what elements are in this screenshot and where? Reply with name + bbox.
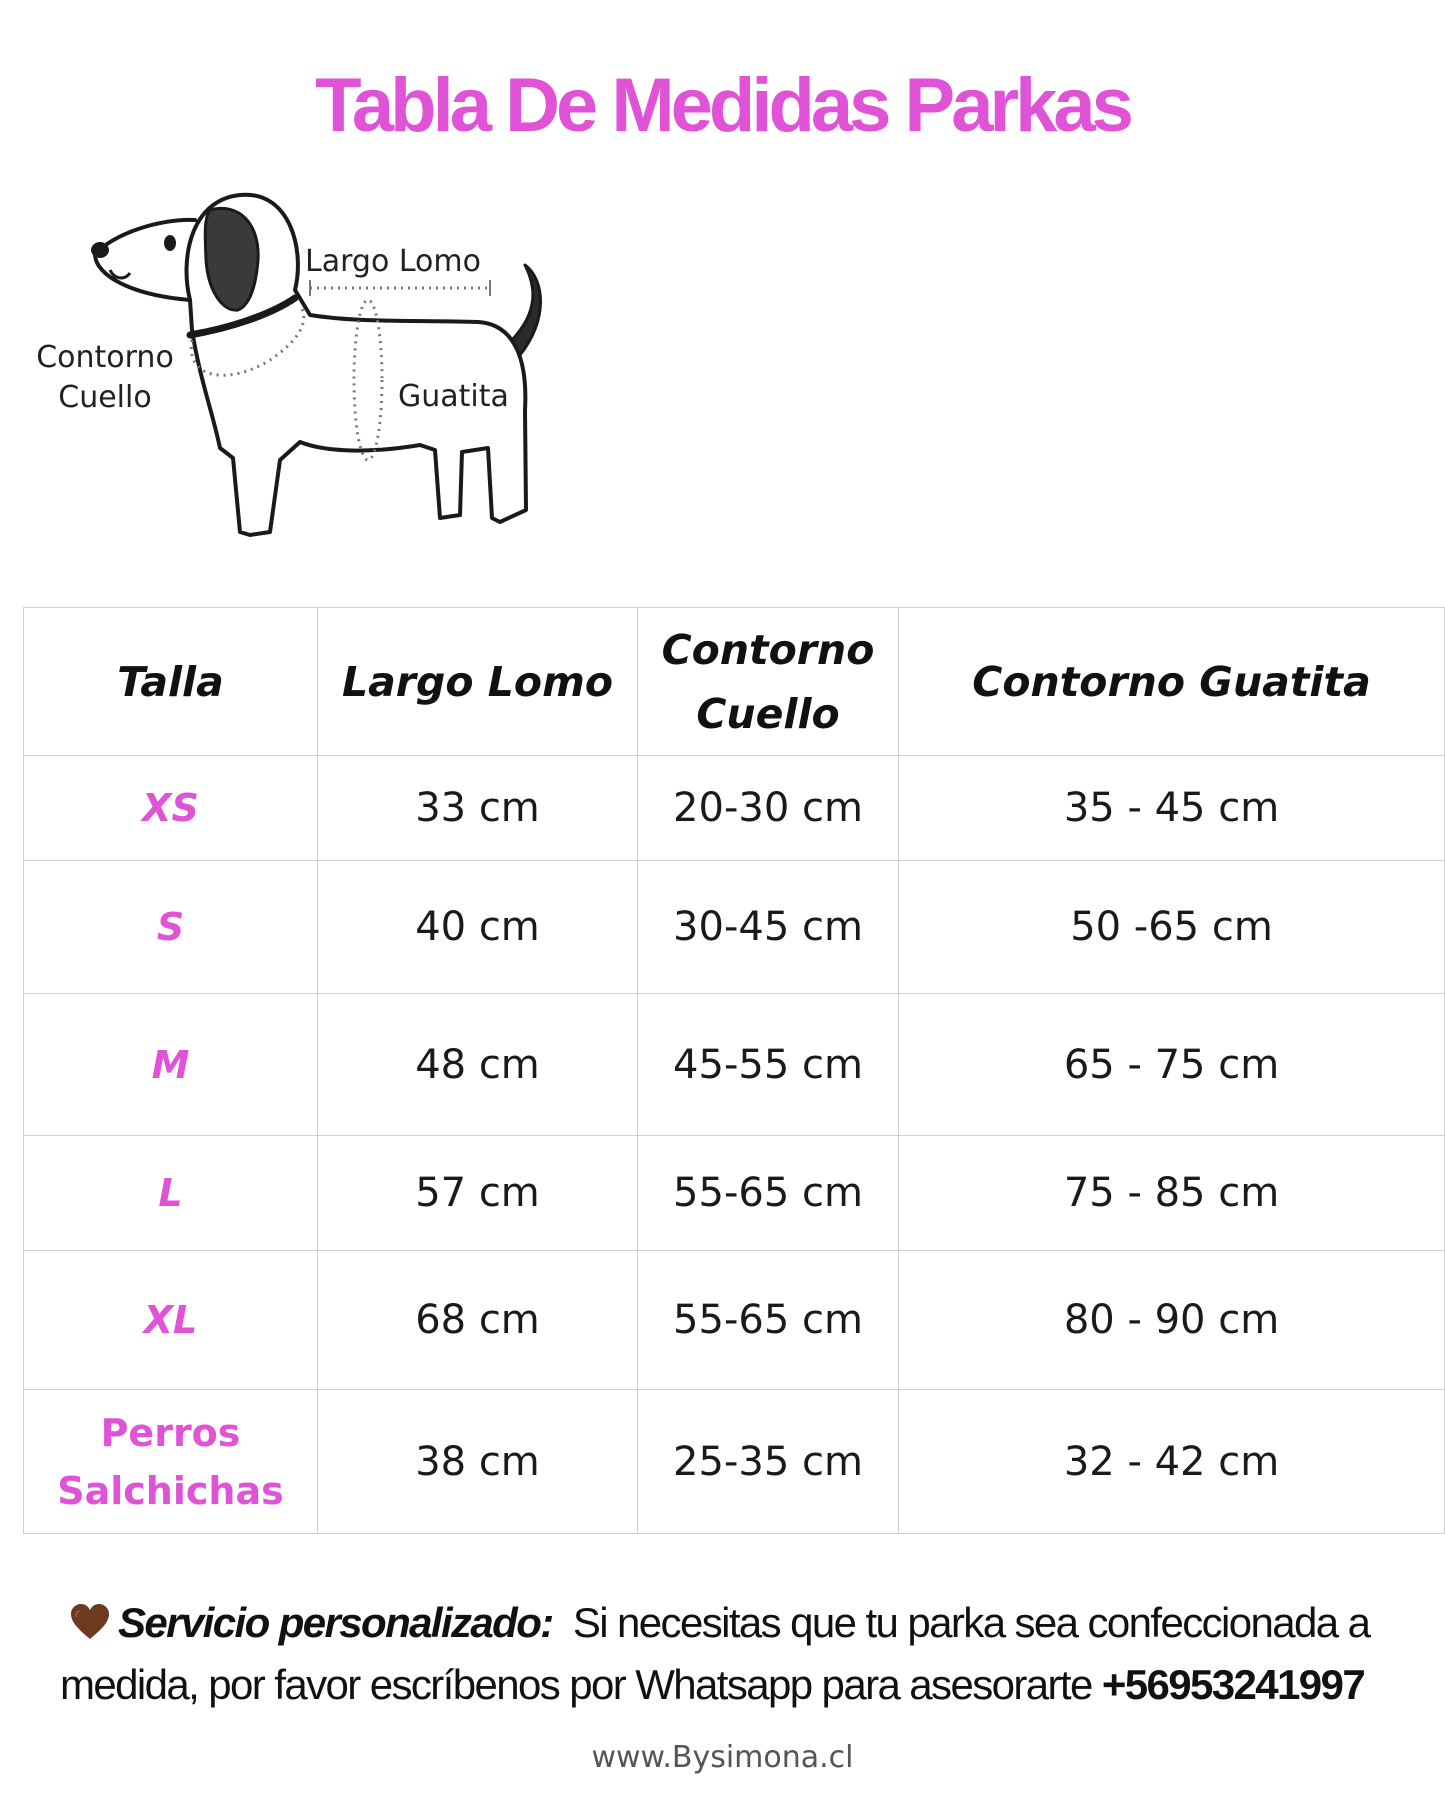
back-cell: 48 cm [318, 994, 638, 1136]
neck-cell: 25-35 cm [638, 1390, 899, 1534]
back-cell: 38 cm [318, 1390, 638, 1534]
back-cell: 68 cm [318, 1251, 638, 1390]
size-cell: S [24, 861, 318, 994]
size-cell: XS [24, 756, 318, 861]
belly-measure-line [354, 300, 382, 460]
back-cell: 40 cm [318, 861, 638, 994]
diagram-label-neck-line2: Cuello [58, 380, 152, 415]
table-row [24, 1136, 1445, 1251]
header-neck [638, 608, 899, 756]
brown-heart-icon [70, 1603, 110, 1641]
neck-cell: 55-65 cm [638, 1251, 899, 1390]
whatsapp-phone: +56953241997 [1101, 1661, 1365, 1708]
dog-tail [512, 265, 541, 355]
size-cell [24, 1390, 318, 1534]
back-cell: 57 cm [318, 1136, 638, 1251]
back-cell: 33 cm [318, 756, 638, 861]
diagram-label-belly: Guatita [398, 379, 509, 414]
belly-cell: 35 - 45 cm [899, 756, 1445, 861]
dog-nose [91, 242, 109, 258]
custom-service-note [60, 1592, 1400, 1716]
website-footer: www.Bysimona.cl [591, 1740, 854, 1775]
dog-eye [164, 235, 176, 251]
belly-cell: 50 -65 cm [899, 861, 1445, 994]
diagram-label-neck-line1: Contorno [36, 340, 174, 375]
table-row [24, 1390, 1445, 1534]
table-row [24, 1251, 1445, 1390]
diagram-label-neck [30, 338, 180, 418]
neck-cell: 55-65 cm [638, 1136, 899, 1251]
belly-cell: 65 - 75 cm [899, 994, 1445, 1136]
table-row [24, 994, 1445, 1136]
neck-cell: 45-55 cm [638, 994, 899, 1136]
size-cell: M [24, 994, 318, 1136]
table-header-row [24, 608, 1445, 756]
dog-ear [205, 208, 258, 310]
custom-service-label: Servicio personalizado: [118, 1599, 553, 1646]
belly-cell: 32 - 42 cm [899, 1390, 1445, 1534]
neck-measure-line [191, 305, 303, 375]
size-cell-line2: Salchichas [57, 1468, 284, 1513]
header-size: Talla [24, 608, 318, 756]
header-belly: Contorno Guatita [899, 608, 1445, 756]
dog-snout [95, 220, 195, 300]
size-table [23, 607, 1445, 1534]
custom-service-text: Si necesitas que tu parka sea confeccionada a medida, por favor escríbenos por Whatsapp para asesorarte [60, 1599, 1370, 1708]
size-cell: L [24, 1136, 318, 1251]
size-cell-line1: Perros [100, 1410, 241, 1455]
dog-measurement-diagram [0, 180, 600, 550]
belly-cell: 80 - 90 cm [899, 1251, 1445, 1390]
page-title: Tabla De Medidas Parkas [315, 63, 1130, 148]
neck-cell: 30-45 cm [638, 861, 899, 994]
header-back: Largo Lomo [318, 608, 638, 756]
belly-cell: 75 - 85 cm [899, 1136, 1445, 1251]
size-cell: XL [24, 1251, 318, 1390]
header-neck-line2: Cuello [696, 689, 840, 738]
header-neck-line1: Contorno [661, 625, 875, 674]
table-row [24, 756, 1445, 861]
diagram-label-back: Largo Lomo [305, 244, 481, 279]
table-row [24, 861, 1445, 994]
neck-cell: 20-30 cm [638, 756, 899, 861]
